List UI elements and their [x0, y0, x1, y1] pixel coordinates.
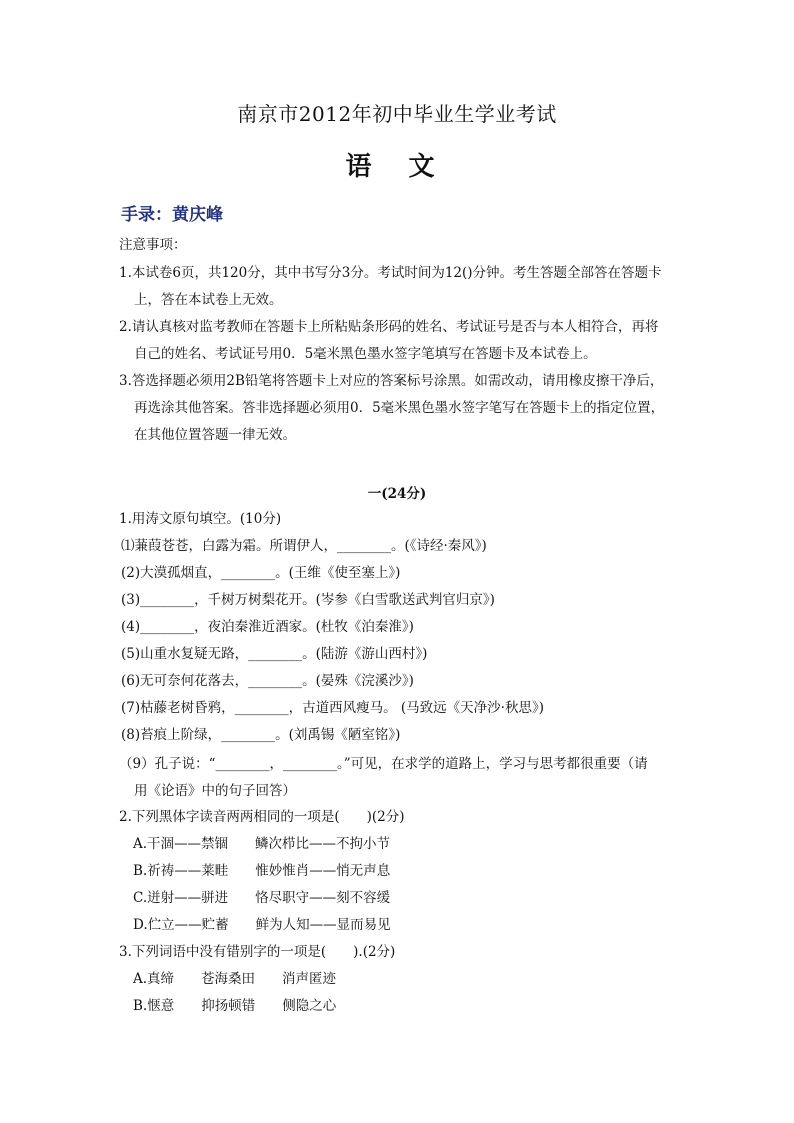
notes-line: 上，答在本试卷上无效。: [134, 292, 283, 308]
question-1-item: （9）孔子说：“________，________。”可见，在求学的道路上，学习与思考都很重要（请: [119, 756, 648, 772]
question-2-option: C.迸射——骈进 恪尽职守——刻不容缓: [133, 890, 391, 906]
notes-heading: 注意事项：: [119, 237, 187, 253]
question-1-stem: 1.用涛文原句填空。(10分): [119, 511, 282, 527]
exam-title: 南京市2012年初中毕业生学业考试: [237, 102, 557, 126]
question-1-item: (6)无可奈何花落去，________。(晏殊《浣溪沙》): [121, 673, 414, 689]
subject-title: 语 文: [345, 152, 449, 182]
notes-line: 2.请认真核对监考教师在答题卡上所粘贴条形码的姓名、考试证号是否与本人相符合，再将: [119, 319, 659, 335]
question-3-option: B.惬意 抑扬顿错 侧隐之心: [133, 998, 337, 1014]
question-2-stem: 2.下列黑体字读音两两相同的一项是( )(2分): [119, 809, 405, 825]
question-2-option: B.祈祷——莱畦 惟妙惟肖——悄无声息: [133, 863, 391, 879]
question-1-item: (8)苔痕上阶绿，________。(刘禹锡《陋室铭》): [121, 727, 401, 743]
question-2-option: A.干涸——禁锢 鳞次栉比——不拘小节: [133, 836, 391, 852]
scribe-credit: 手录：黄庆峰: [121, 205, 223, 225]
question-1-item: (7)枯藤老树昏鸦，________，古道西风瘦马。 (马致远《天净沙·秋思》): [121, 700, 544, 716]
notes-line: 自己的姓名、考试证号用0．5毫米黑色墨水签字笔填写在答题卡及本试卷上。: [134, 346, 597, 362]
question-1-item: (3)________，千树万树梨花开。(岑参《白雪歌送武判官归京》): [121, 592, 495, 608]
question-1-item: 用《论语》中的句子回答）: [134, 783, 296, 799]
question-3-stem: 3.下列词语中没有错别字的一项是( ).(2分): [119, 944, 396, 960]
notes-line: 3.答选择题必须用2B铅笔将答题卡上对应的答案标号涂黑。如需改动，请用橡皮擦干净后，: [119, 373, 664, 389]
question-1-item: (4)________，夜泊秦淮近酒家。(杜牧《泊秦淮》): [121, 619, 414, 635]
question-3-option: A.真缔 苍海桑田 消声匿迹: [133, 971, 337, 987]
question-1-item: ⑴蒹葭苍苍，白露为霜。所谓伊人，________。(《诗经·秦风》): [121, 538, 487, 554]
notes-line: 再选涂其他答案。答非选择题必须用0．5毫米黑色墨水签字笔写在答题卡上的指定位置，: [134, 400, 665, 416]
question-2-option: D.伫立——贮蓄 鲜为人知——显而易见: [133, 917, 391, 933]
section-heading: 一(24分): [367, 486, 427, 502]
notes-line: 在其他位置答题一律无效。: [134, 427, 296, 443]
question-1-item: (5)山重水复疑无路，________。(陆游《游山西村》): [121, 646, 428, 662]
notes-line: 1.本试卷6页，共120分，其中书写分3分。考试时间为12()分钟。考生答题全部答在答题卡: [119, 265, 662, 281]
question-1-item: (2)大漠孤烟直，________。(王维《使至塞上》): [121, 565, 401, 581]
